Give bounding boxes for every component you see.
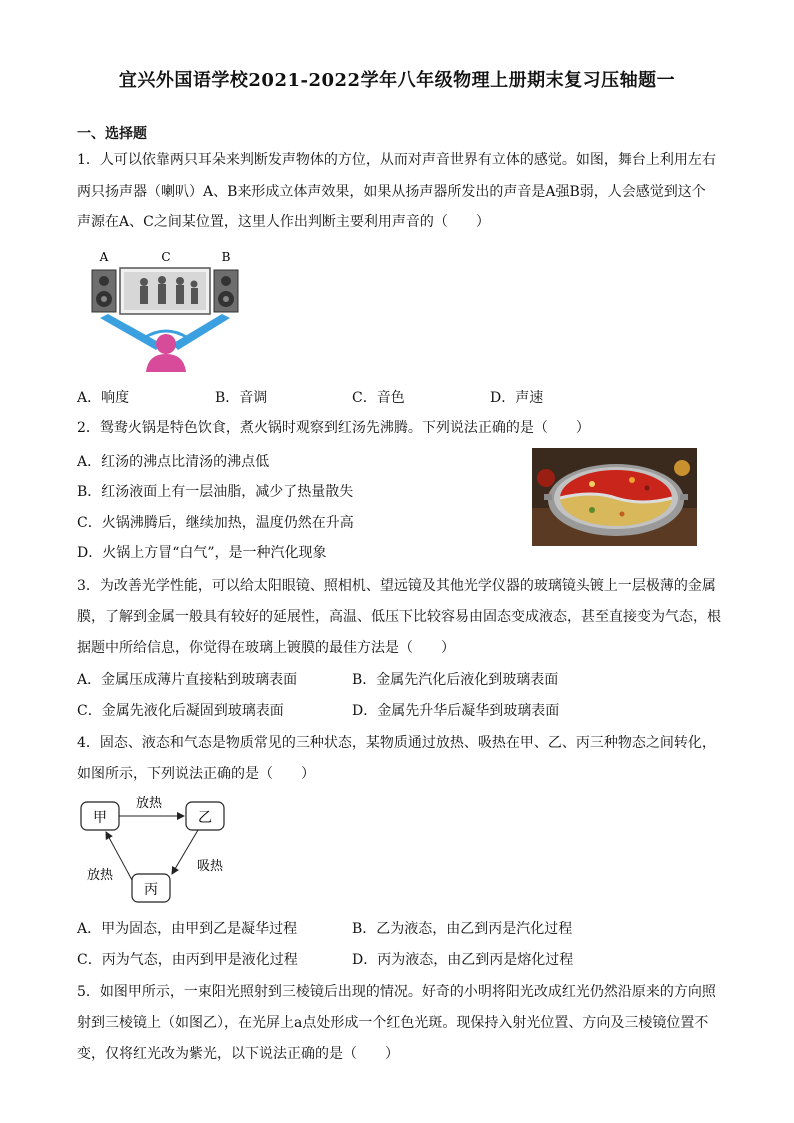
stereo-speaker-figure [76,244,246,374]
sound-arrow-icon [172,314,230,350]
q3-line: 3．为改善光学性能，可以给太阳眼镜、照相机、望远镜及其他光学仪器的玻璃镜头镀上一层极薄的金属 [77,578,716,594]
q1-line: 声源在A、C之间某位置，这里人作出判断主要利用声音的（ ） [77,214,490,230]
q4-option-c: C．丙为气态，由丙到甲是液化过程 [77,952,298,968]
edge-left-label: 放热 [86,868,114,883]
q3-option-d: D．金属先升华后凝华到玻璃表面 [352,703,560,719]
q2-stem: 2．鸳鸯火锅是特色饮食，煮火锅时观察到红汤先沸腾。下列说法正确的是（ ） [77,420,590,436]
q5-line: 射到三棱镜上（如图乙），在光屏上a点处形成一个红色光斑。现保持入射光位置、方向及三棱镜位置不 [77,1015,709,1031]
q1-option-c: C．音色 [352,390,405,406]
q1-option-d: D．声速 [490,390,544,406]
edge-top-label: 放热 [135,796,163,811]
q1-line: 两只扬声器（喇叭）A、B来形成立体声效果，如果从扬声器所发出的声音是A强B弱，人会感觉到这个 [77,184,706,200]
stage-screen-icon [120,268,210,314]
q3-option-c: C．金属先液化后凝固到玻璃表面 [77,703,284,719]
q3-line: 据题中所给信息，你觉得在玻璃上镀膜的最佳方法是（ ） [77,640,455,656]
arrow-yi-to-bing [172,830,198,874]
label-b: B [221,250,231,264]
q2-option-b: B．红汤液面上有一层油脂，减少了热量散失 [77,484,354,500]
speaker-a-icon [92,270,116,312]
q1-option-b: B．音调 [215,390,268,406]
q2-option-d: D．火锅上方冒“白气”，是一种汽化现象 [77,545,327,561]
q5-line: 5．如图甲所示，一束阳光照射到三棱镜后出现的情况。好奇的小明将阳光改成红光仍然沿原来的方向照 [77,984,716,1000]
label-a: A [99,250,109,264]
state-transition-diagram [76,790,246,910]
page-title: 宜兴外国语学校2021-2022学年八年级物理上册期末复习压轴题一 [118,70,676,91]
q3-option-a: A．金属压成薄片直接粘到玻璃表面 [77,672,298,688]
hotpot-photo [532,448,697,546]
q3-option-b: B．金属先汽化后液化到玻璃表面 [352,672,559,688]
node-bing-label: 丙 [144,882,158,898]
q1-line: 1．人可以依靠两只耳朵来判断发声物体的方位，从而对声音世界有立体的感觉。如图，舞台上利用左右 [77,152,716,168]
q2-option-a: A．红汤的沸点比清汤的沸点低 [77,454,270,470]
q1-option-a: A．响度 [77,390,130,406]
q4-option-b: B．乙为液态，由乙到丙是汽化过程 [352,921,573,937]
node-yi-label: 乙 [198,810,212,826]
label-c: C [161,250,171,264]
q4-option-a: A．甲为固态，由甲到乙是凝华过程 [77,921,298,937]
section-heading: 一、选择题 [77,126,147,142]
q4-line: 如图所示，下列说法正确的是（ ） [77,766,315,782]
edge-right-label: 吸热 [196,859,224,874]
q5-line: 变，仅将红光改为紫光，以下说法正确的是（ ） [77,1046,399,1062]
q2-option-c: C．火锅沸腾后，继续加热，温度仍然在升高 [77,515,354,531]
q4-line: 4．固态、液态和气态是物质常见的三种状态，某物质通过放热、吸热在甲、乙、丙三种物态之间转化， [77,735,716,751]
q4-option-d: D．丙为液态，由乙到丙是熔化过程 [352,952,574,968]
node-jia-label: 甲 [93,810,107,826]
speaker-b-icon [214,270,238,312]
q3-line: 膜，了解到金属一般具有较好的延展性，高温、低压下比较容易由固态变成液态，甚至直接变为气态，根 [77,609,721,625]
